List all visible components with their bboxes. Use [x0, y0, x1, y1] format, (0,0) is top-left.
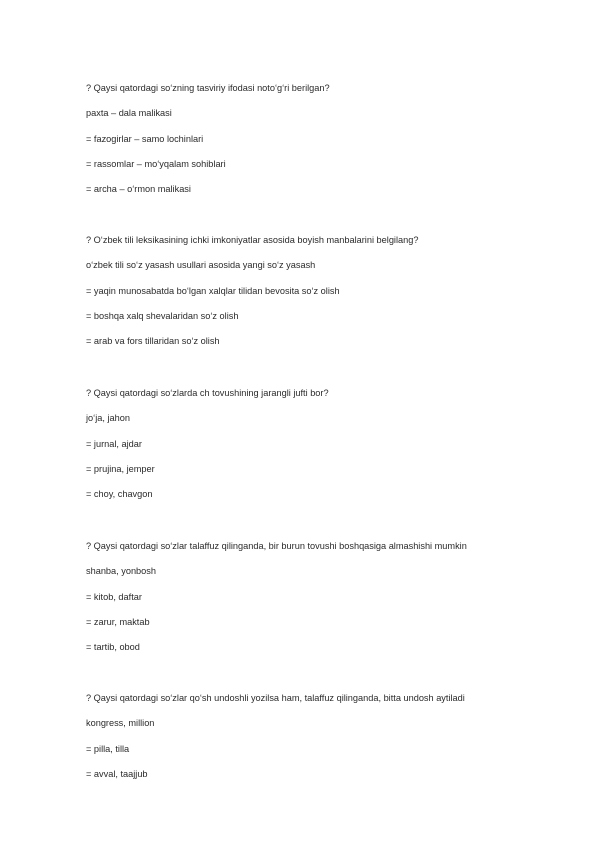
question-text: ? Qaysi qatordagi so‘zning tasviriy ifodasi noto‘g‘ri berilgan? — [86, 83, 330, 93]
question-text: ? Qaysi qatordagi so‘zlar talaffuz qilinganda, bir burun tovushi boshqasiga almashishi mumkin — [86, 541, 467, 551]
answer-option: = fazogirlar – samo lochinlari — [86, 133, 204, 144]
answer-option: = arab va fors tillaridan so‘z olish — [86, 336, 220, 347]
question-text: ? Qaysi qatordagi so‘zlar qo‘sh undoshli yozilsa ham, talaffuz qilinganda, bitta undosh aytiladi — [86, 693, 465, 703]
question-block-4 — [86, 540, 566, 666]
answer-option: = prujina, jemper — [86, 463, 155, 474]
answer-option: = tartib, obod — [86, 642, 140, 653]
answer-option: o‘zbek tili so‘z yasash usullari asosida yangi so‘z yasash — [86, 260, 316, 271]
answer-option: = pilla, tilla — [86, 743, 130, 754]
answer-option: paxta – dala malikasi — [86, 108, 172, 119]
answer-option: = archa – o‘rmon malikasi — [86, 184, 191, 195]
answer-option: jo‘ja, jahon — [86, 413, 130, 424]
answer-option: = rassomlar – mo‘yqalam sohiblari — [86, 158, 226, 169]
answer-option: = avval, taajjub — [86, 768, 148, 779]
question-block-5 — [86, 692, 566, 793]
answer-option: kongress, million — [86, 718, 155, 729]
answer-option: = jurnal, ajdar — [86, 438, 142, 449]
question-text: ? Qaysi qatordagi so‘zlarda ch tovushining jarangli jufti bor? — [86, 388, 329, 398]
question-block-3 — [86, 387, 566, 513]
answer-option: shanba, yonbosh — [86, 566, 156, 577]
answer-option: = zarur, maktab — [86, 616, 150, 627]
question-block-1 — [86, 82, 566, 208]
answer-option: = yaqin munosabatda bo‘lgan xalqlar tilidan bevosita so‘z olish — [86, 285, 340, 296]
answer-option: = boshqa xalq shevalaridan so‘z olish — [86, 310, 239, 321]
answer-option: = kitob, daftar — [86, 591, 142, 602]
question-block-2 — [86, 234, 566, 360]
question-text: ? O‘zbek tili leksikasining ichki imkoniyatlar asosida boyish manbalarini belgilang? — [86, 235, 419, 245]
answer-option: = choy, chavgon — [86, 489, 153, 500]
